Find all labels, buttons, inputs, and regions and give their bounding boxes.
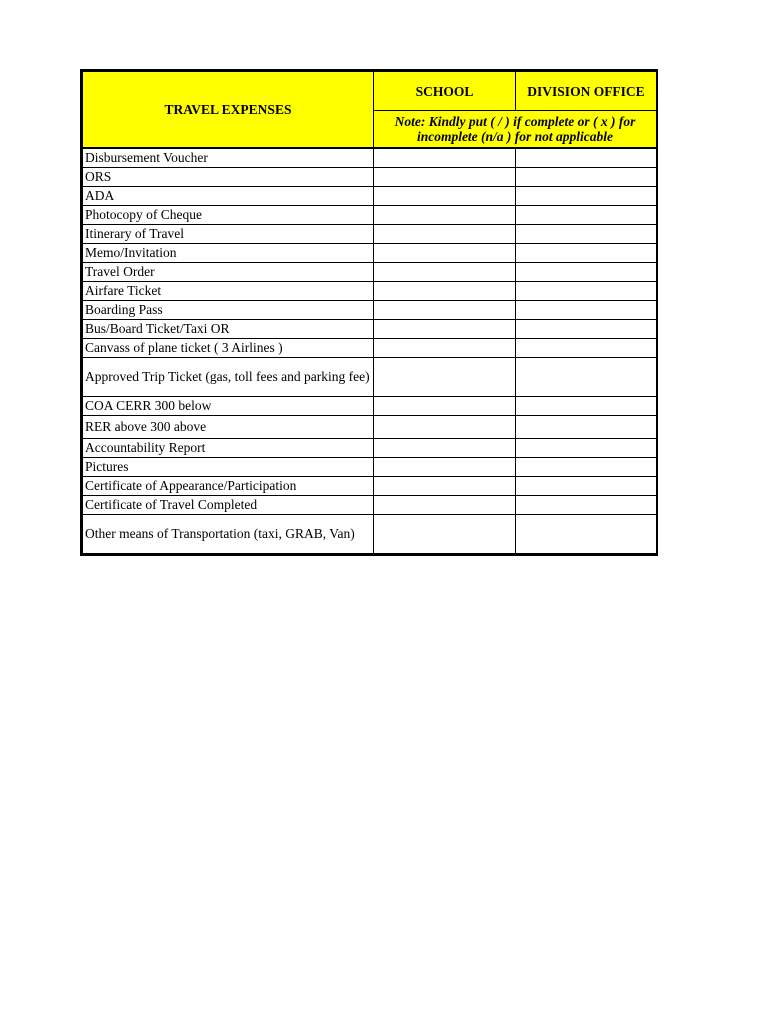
row-label: Pictures [83, 457, 374, 476]
row-label: Disbursement Voucher [83, 148, 374, 167]
division-cell[interactable] [516, 319, 657, 338]
row-label: Other means of Transportation (taxi, GRAB, Van) [83, 514, 374, 553]
table-row [83, 438, 657, 457]
travel-expenses-checklist [80, 69, 658, 556]
table-row [83, 396, 657, 415]
school-cell[interactable] [374, 224, 516, 243]
table-row [83, 357, 657, 396]
table-row [83, 281, 657, 300]
school-cell[interactable] [374, 438, 516, 457]
row-label: ADA [83, 186, 374, 205]
division-cell[interactable] [516, 300, 657, 319]
table-row [83, 167, 657, 186]
school-cell[interactable] [374, 357, 516, 396]
school-cell[interactable] [374, 186, 516, 205]
header-division-office: DIVISION OFFICE [516, 72, 657, 111]
division-cell[interactable] [516, 262, 657, 281]
header-school: SCHOOL [374, 72, 516, 111]
row-label: Memo/Invitation [83, 243, 374, 262]
division-cell[interactable] [516, 186, 657, 205]
table-row [83, 319, 657, 338]
school-cell[interactable] [374, 167, 516, 186]
division-cell[interactable] [516, 495, 657, 514]
row-label: Accountability Report [83, 438, 374, 457]
checklist-table [82, 71, 657, 554]
division-cell[interactable] [516, 415, 657, 438]
table-row [83, 476, 657, 495]
division-cell[interactable] [516, 457, 657, 476]
division-cell[interactable] [516, 167, 657, 186]
row-label: Photocopy of Cheque [83, 205, 374, 224]
header-travel-expenses: TRAVEL EXPENSES [83, 72, 374, 149]
division-cell[interactable] [516, 281, 657, 300]
division-cell[interactable] [516, 148, 657, 167]
division-cell[interactable] [516, 357, 657, 396]
division-cell[interactable] [516, 476, 657, 495]
row-label: Airfare Ticket [83, 281, 374, 300]
division-cell[interactable] [516, 396, 657, 415]
table-row [83, 148, 657, 167]
row-label: Certificate of Appearance/Participation [83, 476, 374, 495]
division-cell[interactable] [516, 205, 657, 224]
table-row [83, 262, 657, 281]
row-label: Itinerary of Travel [83, 224, 374, 243]
division-cell[interactable] [516, 514, 657, 553]
school-cell[interactable] [374, 338, 516, 357]
row-label: RER above 300 above [83, 415, 374, 438]
row-label: Bus/Board Ticket/Taxi OR [83, 319, 374, 338]
division-cell[interactable] [516, 338, 657, 357]
row-label: Boarding Pass [83, 300, 374, 319]
school-cell[interactable] [374, 281, 516, 300]
school-cell[interactable] [374, 476, 516, 495]
school-cell[interactable] [374, 262, 516, 281]
table-row [83, 205, 657, 224]
school-cell[interactable] [374, 415, 516, 438]
table-row [83, 186, 657, 205]
table-row [83, 243, 657, 262]
row-label: Canvass of plane ticket ( 3 Airlines ) [83, 338, 374, 357]
table-row [83, 224, 657, 243]
school-cell[interactable] [374, 205, 516, 224]
school-cell[interactable] [374, 495, 516, 514]
school-cell[interactable] [374, 243, 516, 262]
row-label: Approved Trip Ticket (gas, toll fees and parking fee) [83, 357, 374, 396]
table-row [83, 300, 657, 319]
school-cell[interactable] [374, 514, 516, 553]
table-row [83, 495, 657, 514]
school-cell[interactable] [374, 396, 516, 415]
row-label: COA CERR 300 below [83, 396, 374, 415]
row-label: Certificate of Travel Completed [83, 495, 374, 514]
row-label: Travel Order [83, 262, 374, 281]
school-cell[interactable] [374, 457, 516, 476]
school-cell[interactable] [374, 319, 516, 338]
division-cell[interactable] [516, 438, 657, 457]
school-cell[interactable] [374, 300, 516, 319]
table-row [83, 338, 657, 357]
division-cell[interactable] [516, 243, 657, 262]
school-cell[interactable] [374, 148, 516, 167]
table-row [83, 514, 657, 553]
row-label: ORS [83, 167, 374, 186]
table-row [83, 457, 657, 476]
table-row [83, 415, 657, 438]
header-note: Note: Kindly put ( / ) if complete or ( x ) for incomplete (n/a ) for not applicable [374, 111, 657, 149]
division-cell[interactable] [516, 224, 657, 243]
